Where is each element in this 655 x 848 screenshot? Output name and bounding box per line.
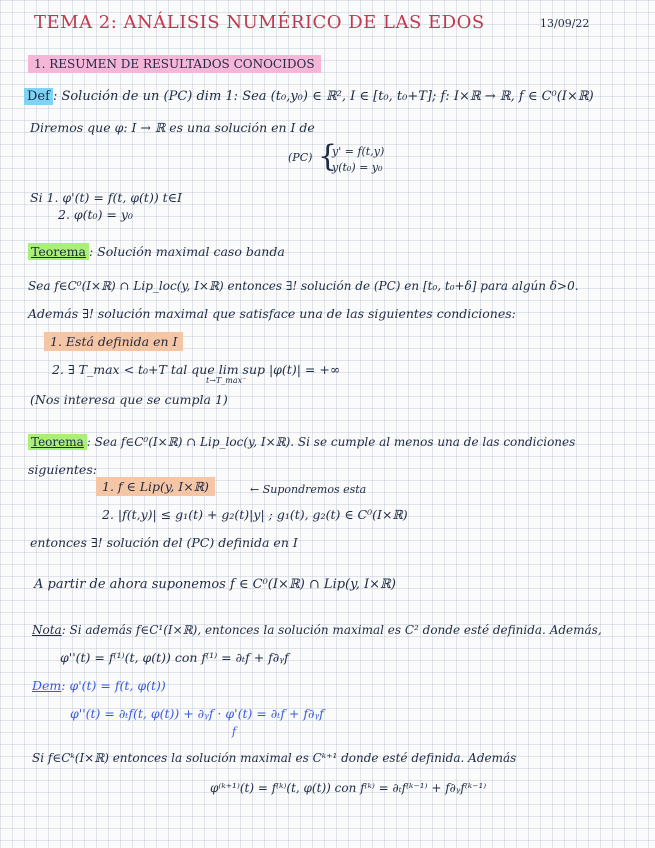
pc-brace: {	[318, 139, 338, 174]
pc-label: (PC)	[288, 151, 313, 164]
def-tag: Def	[24, 88, 53, 105]
final-line2: φ⁽ᵏ⁺¹⁾(t) = f⁽ᵏ⁾(t, φ(t)) con f⁽ᵏ⁾ = ∂ₜf⁽ᵏ⁻¹⁾ + f∂ᵧf⁽ᵏ⁻¹⁾	[210, 781, 487, 795]
dem-line2-under: f	[232, 725, 237, 738]
def-cond1: Si 1. φ'(t) = f(t, φ(t)) t∈I	[30, 190, 182, 205]
final-line1: Si f∈Cᵏ(I×ℝ) entonces la solución maximal es Cᵏ⁺¹ donde esté definida. Además	[32, 751, 517, 765]
assume-line: A partir de ahora suponemos f ∈ C⁰(I×ℝ) ∩ Lip(y, I×ℝ)	[34, 577, 396, 592]
teorema2-opt1	[96, 481, 215, 494]
dem-line1	[32, 680, 166, 693]
nota-formula: φ''(t) = f⁽¹⁾(t, φ(t)) con f⁽¹⁾ = ∂ₜf + f∂ᵧf	[60, 650, 289, 665]
teorema1-opt2: 2. ∃ T_max < t₀+T tal que lim sup |φ(t)| = +∞	[52, 362, 341, 377]
teorema2-opt1-note: ← Supondremos esta	[250, 483, 367, 496]
definition-line	[24, 90, 594, 103]
teorema1-opt2-sub: t→T_max⁻	[206, 376, 247, 385]
pc-eq1: y' = f(t,y)	[332, 145, 385, 158]
def-cond2: 2. φ(t₀) = y₀	[58, 207, 133, 222]
teorema2-line2: siguientes:	[28, 462, 97, 477]
teorema1-line2: Además ∃! solución maximal que satisface una de las siguientes condiciones:	[28, 306, 516, 321]
teorema2-line1: : Sea f∈C⁰(I×ℝ) ∩ Lip_loc(y, I×ℝ). Si se cumple al menos una de las condiciones	[86, 435, 576, 449]
teorema1-tag: Teorema	[28, 243, 89, 260]
teorema1-opt1	[44, 336, 183, 349]
teorema2-opt1-text: 1. f ∈ Lip(y, I×ℝ)	[96, 477, 215, 496]
teorema2-tag: Teorema	[28, 434, 87, 450]
dem-text1: : φ'(t) = f(t, φ(t))	[61, 678, 166, 693]
teorema1-line1: Sea f∈C⁰(I×ℝ) ∩ Lip_loc(y, I×ℝ) entonces ∃! solución de (PC) en [t₀, t₀+δ] para algún δ>0.	[28, 279, 579, 293]
page-title: TEMA 2: ANÁLISIS NUMÉRICO DE LAS EDOS	[34, 12, 485, 33]
dem-tag: Dem	[32, 678, 62, 693]
teorema1-opt1-text: 1. Está definida en I	[44, 332, 183, 351]
dem-line2: φ''(t) = ∂ₜf(t, φ(t)) + ∂ᵧf · φ'(t) = ∂ₜf + f∂ᵧf	[70, 706, 324, 721]
def-line2: Diremos que φ: I → ℝ es una solución en I de	[30, 120, 315, 135]
date-label: 13/09/22	[540, 17, 590, 30]
nota-line1	[32, 624, 602, 636]
teorema1-heading	[28, 246, 285, 259]
pc-eq2: y(t₀) = y₀	[332, 161, 383, 174]
nota-tag: Nota	[32, 623, 62, 637]
teorema2-opt2: 2. |f(t,y)| ≤ g₁(t) + g₂(t)|y| ; g₁(t), g₂(t) ∈ C⁰(I×ℝ)	[102, 507, 408, 522]
nota-text: : Si además f∈C¹(I×ℝ), entonces la solución maximal es C² donde esté definida. Además,	[61, 623, 602, 637]
teorema1-title: : Solución maximal caso banda	[88, 244, 285, 259]
teorema2-heading	[28, 436, 575, 448]
section-heading-text: 1. RESUMEN DE RESULTADOS CONOCIDOS	[28, 55, 321, 73]
def-text: : Solución de un (PC) dim 1: Sea (t₀,y₀) ∈ ℝ², I ∈ [t₀, t₀+T]; f: I×ℝ → ℝ, f ∈ C⁰(I×ℝ)	[52, 89, 594, 104]
teorema2-conclusion: entonces ∃! solución del (PC) definida en I	[30, 535, 298, 550]
section-heading	[28, 58, 321, 71]
teorema1-note: (Nos interesa que se cumpla 1)	[30, 392, 228, 407]
